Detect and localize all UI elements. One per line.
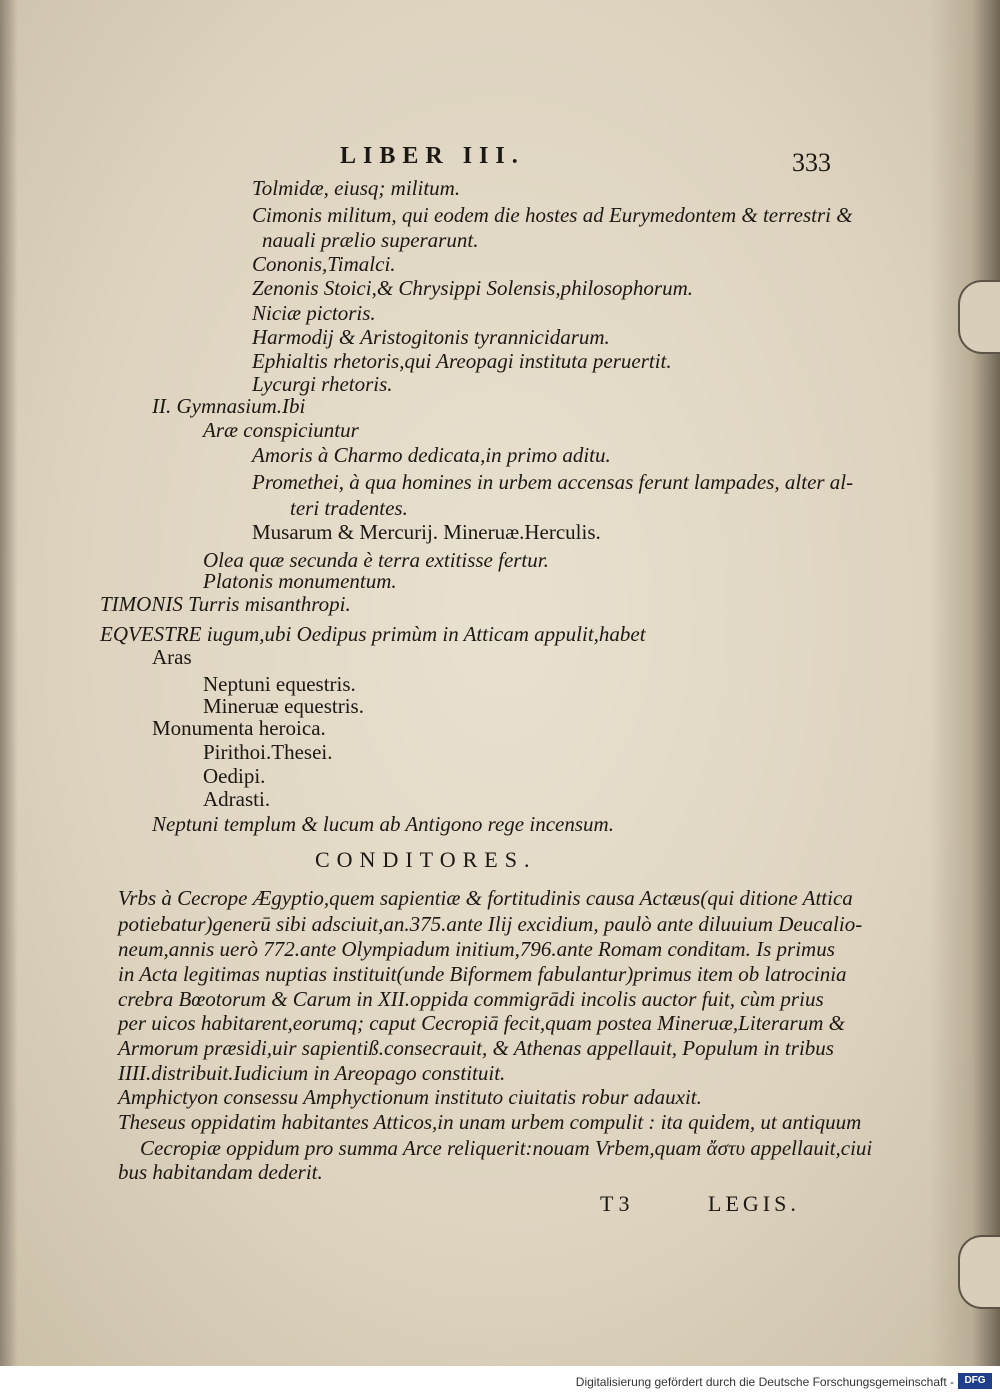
text-line: in Acta legitimas nuptias instituit(unde Biformem fabulantur)primus item ob latrocinia: [118, 962, 847, 986]
text-line: Monumenta heroica.: [152, 716, 326, 740]
text-line: IIII.distribuit.Iudicium in Areopago constituit.: [118, 1061, 506, 1085]
text-line: crebra Bœotorum & Carum in XII.oppida commigrādi incolis auctor fuit, cùm prius: [118, 987, 824, 1011]
text-line: Theseus oppidatim habitantes Atticos,in unam urbem compulit : ita quidem, ut antiquum: [118, 1110, 862, 1134]
text-line: Platonis monumentum.: [203, 569, 397, 593]
section-title: CONDITORES.: [315, 847, 537, 872]
text-line: Lycurgi rhetoris.: [252, 372, 393, 396]
footer-bar: [0, 1366, 1000, 1396]
footer-credit: Digitalisierung gefördert durch die Deutsche Forschungsgemeinschaft -: [575, 1375, 954, 1389]
text-line: Pirithoi.Thesei.: [203, 740, 333, 764]
text-line: Cecropiæ oppidum pro summa Arce reliquerit:nouam Vrbem,quam ἄστυ appellauit,ciui: [140, 1136, 873, 1160]
text-line: Oedipi.: [203, 764, 266, 788]
text-line: Cononis,Timalci.: [252, 252, 396, 276]
catchword: LEGIS.: [708, 1191, 800, 1216]
text-line: Olea quæ secunda è terra extitisse fertur.: [203, 548, 549, 572]
text-line: Amoris à Charmo dedicata,in primo aditu.: [252, 443, 611, 467]
page-tab-marker: [958, 280, 1000, 354]
running-head: LIBER III.: [340, 143, 525, 169]
text-line: Promethei, à qua homines in urbem accensas ferunt lampades, alter al-: [252, 470, 854, 494]
text-line: Neptuni equestris.: [203, 672, 356, 696]
text-line: neum,annis uerò 772.ante Olympiadum initium,796.ante Romam conditam. Is primus: [118, 937, 835, 961]
text-line: Ephialtis rhetoris,qui Areopagi instituta peruertit.: [252, 349, 672, 373]
text-line: Aræ conspiciuntur: [203, 418, 359, 442]
text-line: Neptuni templum & lucum ab Antigono rege incensum.: [152, 812, 614, 836]
text-line: nauali prælio superarunt.: [262, 228, 479, 252]
text-line: Zenonis Stoici,& Chrysippi Solensis,philosophorum.: [252, 276, 694, 300]
page-tab-marker: [958, 1235, 1000, 1309]
text-line: Amphictyon consessu Amphyctionum instituto ciuitatis robur adauxit.: [118, 1085, 702, 1109]
page-shadow-left: [0, 0, 18, 1366]
text-line: teri tradentes.: [290, 496, 408, 520]
text-line: Tolmidæ, eiusq; militum.: [252, 176, 461, 200]
text-line: Armorum præsidi,uir sapientiß.consecrauit, & Athenas appellauit, Populum in tribus: [118, 1036, 834, 1060]
text-line: per uicos habitarent,eorumq; caput Cecropiā fecit,quam postea Mineruæ,Literarum &: [118, 1011, 845, 1035]
text-line: EQVESTRE iugum,ubi Oedipus primùm in Atticam appulit,habet: [100, 622, 646, 646]
text-line: Adrasti.: [203, 787, 271, 811]
text-line: Cimonis militum, qui eodem die hostes ad Eurymedontem & terrestri &: [252, 203, 853, 227]
text-line: potiebatur)generū sibi adsciuit,an.375.ante Ilij excidium, paulò ante diluuium Deucalio-: [118, 912, 863, 936]
text-line: bus habitandam dederit.: [118, 1160, 323, 1184]
text-line: Musarum & Mercurij. Mineruæ.Herculis.: [252, 520, 601, 544]
text-line: Vrbs à Cecrope Ægyptio,quem sapientiæ & fortitudinis causa Actæus(qui ditione Attica: [118, 886, 853, 910]
page-edge-right: [930, 0, 1000, 1366]
text-line: II. Gymnasium.Ibi: [152, 394, 306, 418]
text-line: Harmodij & Aristogitonis tyrannicidarum.: [252, 325, 610, 349]
page-number: 333: [792, 148, 831, 177]
text-line: Aras: [152, 645, 192, 669]
dfg-logo: DFG: [958, 1373, 992, 1389]
signature-mark: T 3: [600, 1191, 630, 1216]
text-line: Niciæ pictoris.: [252, 301, 376, 325]
text-line: Mineruæ equestris.: [203, 694, 364, 718]
text-line: TIMONIS Turris misanthropi.: [100, 592, 351, 616]
